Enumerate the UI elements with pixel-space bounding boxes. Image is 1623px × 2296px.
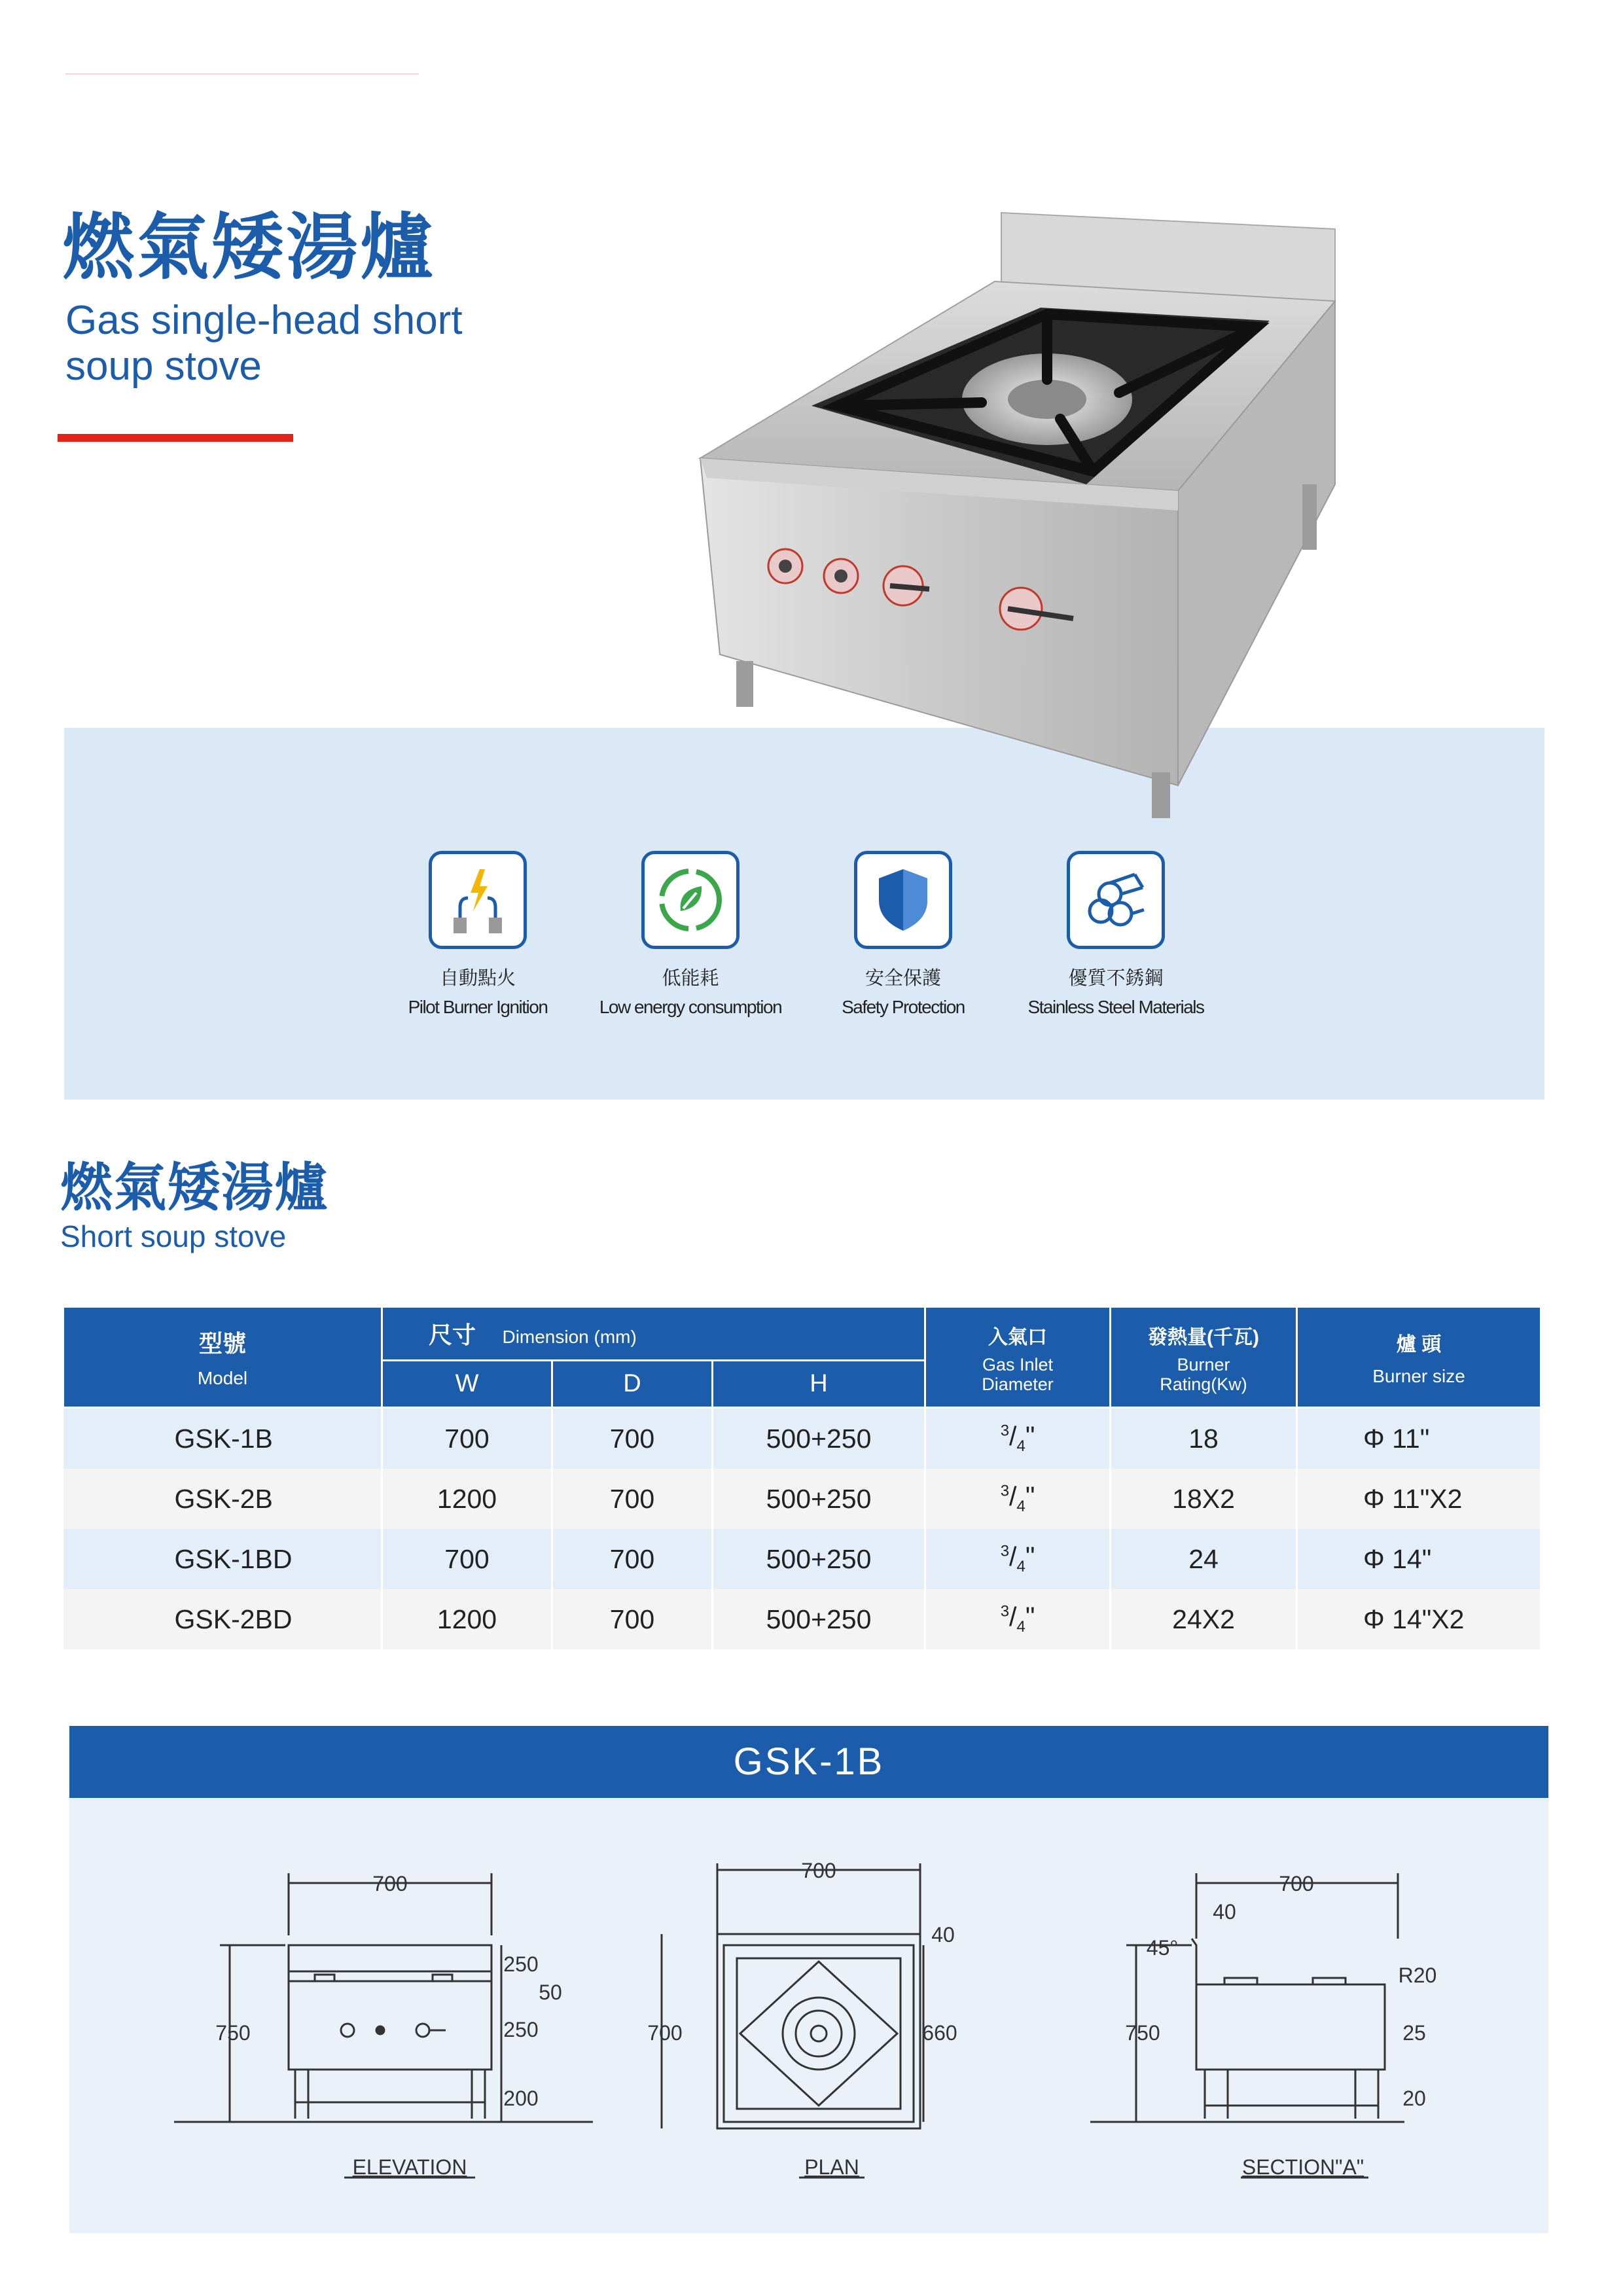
cell-w: 1200	[382, 1469, 552, 1529]
technical-drawings	[69, 1798, 1548, 2233]
table-row	[63, 1408, 1541, 1469]
feature-label-en: Pilot Burner Ignition	[408, 997, 548, 1017]
drawing-model-title: GSK-1B	[69, 1726, 1548, 1798]
title-accent-bar	[58, 434, 293, 442]
cell-w: 1200	[382, 1589, 552, 1649]
feature-item	[1005, 851, 1227, 1018]
dim-1: 250	[503, 1952, 539, 1976]
elevation-drawing	[174, 1872, 593, 2179]
cell-w: 700	[382, 1529, 552, 1589]
feature-item	[792, 851, 1014, 1018]
header-dimension: 尺寸 Dimension (mm)	[382, 1307, 925, 1361]
cell-gas-inlet: $^3/_4$"	[925, 1589, 1111, 1649]
cell-rating: 24X2	[1111, 1589, 1297, 1649]
feature-list	[366, 851, 1270, 1047]
cell-burner: Φ 14"	[1297, 1529, 1541, 1589]
section-title-cn: 燃氣矮湯爐	[60, 1157, 329, 1218]
elevation-caption: ELEVATION	[352, 2155, 467, 2179]
feature-item	[366, 851, 589, 1018]
cell-gas-inlet: $^3/_4$"	[925, 1529, 1111, 1589]
ignition-icon	[429, 851, 527, 949]
header-w: W	[382, 1361, 552, 1408]
dim-height: 750	[215, 2021, 251, 2045]
cell-d: 700	[552, 1589, 713, 1649]
shield-icon	[854, 851, 952, 949]
cell-gas-inlet: $^3/_4$"	[925, 1408, 1111, 1469]
cell-h: 500+250	[713, 1529, 925, 1589]
table-row	[63, 1469, 1541, 1529]
cell-model: GSK-1BD	[63, 1529, 382, 1589]
table-row	[63, 1529, 1541, 1589]
top-decorative-line	[65, 73, 419, 75]
feature-label-cn: 低能耗	[662, 967, 719, 989]
cell-burner: Φ 11"X2	[1297, 1469, 1541, 1529]
dim-2: 50	[539, 1981, 562, 2004]
header-d: D	[552, 1361, 713, 1408]
cell-h: 500+250	[713, 1408, 925, 1469]
header-gas-inlet: 入氣口 Gas Inlet Diameter	[925, 1307, 1111, 1408]
feature-label-en: Safety Protection	[842, 997, 965, 1017]
dim-height: 750	[1125, 2021, 1160, 2045]
dim-radius: R20	[1398, 1964, 1437, 1987]
table-row	[63, 1589, 1541, 1649]
dim-angle: 45°	[1146, 1936, 1179, 1960]
header-burner-rating: 發熱量(千瓦) Burner Rating(Kw)	[1111, 1307, 1297, 1408]
steel-pipes-icon	[1067, 851, 1165, 949]
plan-caption: PLAN	[804, 2155, 859, 2179]
feature-label-en: Stainless Steel Materials	[1027, 997, 1204, 1017]
dim-width: 700	[372, 1872, 408, 1895]
cell-d: 700	[552, 1408, 713, 1469]
section-caption: SECTION"A"	[1241, 2155, 1364, 2179]
cell-rating: 24	[1111, 1529, 1297, 1589]
section-title-en: Short soup stove	[60, 1219, 287, 1253]
cell-rating: 18	[1111, 1408, 1297, 1469]
dim-2: 25	[1402, 2021, 1426, 2045]
cell-h: 500+250	[713, 1589, 925, 1649]
cell-model: GSK-2BD	[63, 1589, 382, 1649]
eco-recycle-icon	[641, 851, 740, 949]
header-burner-size: 爐 頭 Burner size	[1297, 1307, 1541, 1408]
feature-label-cn: 自動點火	[439, 967, 516, 989]
header-model: 型號 Model	[63, 1307, 382, 1408]
dim-4: 200	[503, 2087, 539, 2110]
cell-d: 700	[552, 1469, 713, 1529]
dim-1: 40	[931, 1923, 955, 1946]
cell-h: 500+250	[713, 1469, 925, 1529]
cell-d: 700	[552, 1529, 713, 1589]
dim-1: 40	[1213, 1900, 1236, 1924]
cell-rating: 18X2	[1111, 1469, 1297, 1529]
cell-burner: Φ 14"X2	[1297, 1589, 1541, 1649]
feature-label-cn: 安全保護	[865, 967, 941, 989]
page-title-cn: 燃氣矮湯爐	[62, 206, 435, 289]
cell-burner: Φ 11"	[1297, 1408, 1541, 1469]
spec-table	[62, 1306, 1542, 1649]
feature-item	[579, 851, 802, 1018]
plan-drawing	[647, 1859, 957, 2179]
dim-3: 20	[1402, 2087, 1426, 2110]
dim-height: 700	[647, 2021, 683, 2045]
dim-width: 700	[1279, 1872, 1314, 1895]
dim-3: 250	[503, 2018, 539, 2041]
feature-label-cn: 優質不銹鋼	[1068, 967, 1164, 989]
cell-w: 700	[382, 1408, 552, 1469]
cell-gas-inlet: $^3/_4$"	[925, 1469, 1111, 1529]
page-title-en: Gas single-head short soup stove	[65, 298, 463, 389]
cell-model: GSK-1B	[63, 1408, 382, 1469]
header-h: H	[713, 1361, 925, 1408]
cell-model: GSK-2B	[63, 1469, 382, 1529]
feature-label-en: Low energy consumption	[599, 997, 782, 1017]
product-image-stove	[681, 209, 1387, 825]
dim-inner: 660	[922, 2021, 957, 2045]
section-drawing	[1090, 1872, 1436, 2179]
dim-width: 700	[801, 1859, 836, 1882]
